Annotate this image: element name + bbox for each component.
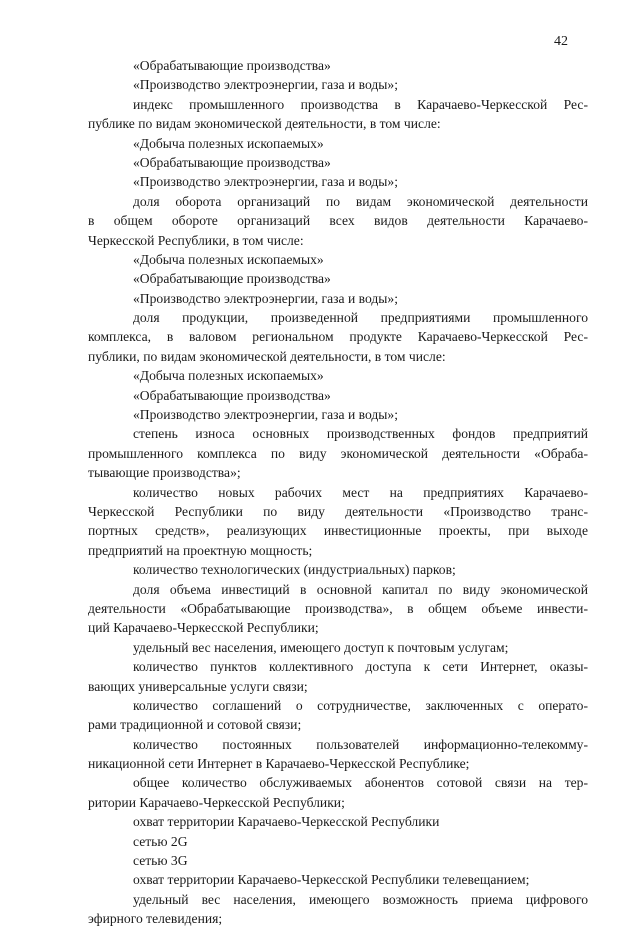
text-line: доля оборота организаций по видам экономической деятельности bbox=[133, 193, 588, 209]
text-line: количество пунктов коллективного доступа к сети Интернет, оказы- bbox=[133, 659, 588, 675]
text-line: сетью 3G bbox=[133, 853, 188, 869]
text-line: «Добыча полезных ископаемых» bbox=[133, 251, 324, 267]
text-line: эфирного телевидения; bbox=[88, 911, 223, 927]
text-line: ций Карачаево-Черкесской Республики; bbox=[88, 620, 319, 636]
text-line: никационной сети Интернет в Карачаево-Черкесской Республике; bbox=[88, 756, 470, 772]
text-line: тывающие производства»; bbox=[88, 465, 241, 481]
text-line: «Производство электроэнергии, газа и воды»; bbox=[133, 174, 398, 190]
text-line: количество новых рабочих мест на предприятиях Карачаево- bbox=[133, 484, 588, 500]
text-line: количество технологических (индустриальных) парков; bbox=[133, 562, 456, 578]
text-line: «Обрабатывающие производства» bbox=[133, 387, 331, 403]
text-line: «Добыча полезных ископаемых» bbox=[133, 135, 324, 151]
text-line: публики, по видам экономической деятельности, в том числе: bbox=[88, 348, 446, 364]
text-line: удельный вес населения, имеющего возможность приема цифрового bbox=[133, 891, 588, 907]
text-line: охват территории Карачаево-Черкесской Республики bbox=[133, 814, 440, 830]
text-line: «Обрабатывающие производства» bbox=[133, 154, 331, 170]
text-line: Черкесской Республики, в том числе: bbox=[88, 232, 304, 248]
text-line: «Производство электроэнергии, газа и воды»; bbox=[133, 407, 398, 423]
text-line: «Добыча полезных ископаемых» bbox=[133, 368, 324, 384]
text-line: рами традиционной и сотовой связи; bbox=[88, 717, 302, 733]
text-line: в общем обороте организаций всех видов деятельности Карачаево- bbox=[88, 213, 588, 229]
text-line: доля объема инвестиций в основной капитал по виду экономической bbox=[133, 581, 588, 597]
text-line: промышленного комплекса по виду экономической деятельности «Обраба- bbox=[88, 445, 588, 461]
text-line: «Производство электроэнергии, газа и воды»; bbox=[133, 77, 398, 93]
text-line: ритории Карачаево-Черкесской Республики; bbox=[88, 794, 345, 810]
text-line: количество постоянных пользователей информационно-телекомму- bbox=[133, 736, 588, 752]
text-line: деятельности «Обрабатывающие производства», в общем объеме инвести- bbox=[88, 600, 588, 616]
text-line: портных средств», реализующих инвестиционные проекты, при выходе bbox=[88, 523, 588, 539]
text-line: удельный вес населения, имеющего доступ к почтовым услугам; bbox=[133, 639, 509, 655]
body-text bbox=[88, 56, 588, 929]
text-line: общее количество обслуживаемых абонентов сотовой связи на тер- bbox=[133, 775, 588, 791]
text-line: количество соглашений о сотрудничестве, заключенных с операто- bbox=[133, 697, 588, 713]
text-line: вающих универсальные услуги связи; bbox=[88, 678, 308, 694]
text-line: «Обрабатывающие производства» bbox=[133, 271, 331, 287]
page-number: 42 bbox=[554, 34, 568, 49]
text-line: предприятий на проектную мощность; bbox=[88, 542, 313, 558]
text-line: публике по видам экономической деятельности, в том числе: bbox=[88, 116, 441, 132]
text-line: «Обрабатывающие производства» bbox=[133, 58, 331, 73]
text-line: Черкесской Республики по виду деятельности «Производство транс- bbox=[88, 503, 588, 519]
text-line: «Производство электроэнергии, газа и воды»; bbox=[133, 290, 398, 306]
text-line: доля продукции, произведенной предприятиями промышленного bbox=[133, 310, 588, 326]
text-line: охват территории Карачаево-Черкесской Республики телевещанием; bbox=[133, 872, 530, 888]
text-line: степень износа основных производственных фондов предприятий bbox=[133, 426, 588, 442]
text-line: комплекса, в валовом региональном продукте Карачаево-Черкесской Рес- bbox=[88, 329, 588, 345]
text-line: сетью 2G bbox=[133, 833, 188, 849]
text-line: индекс промышленного производства в Карачаево-Черкесской Рес- bbox=[133, 96, 588, 112]
